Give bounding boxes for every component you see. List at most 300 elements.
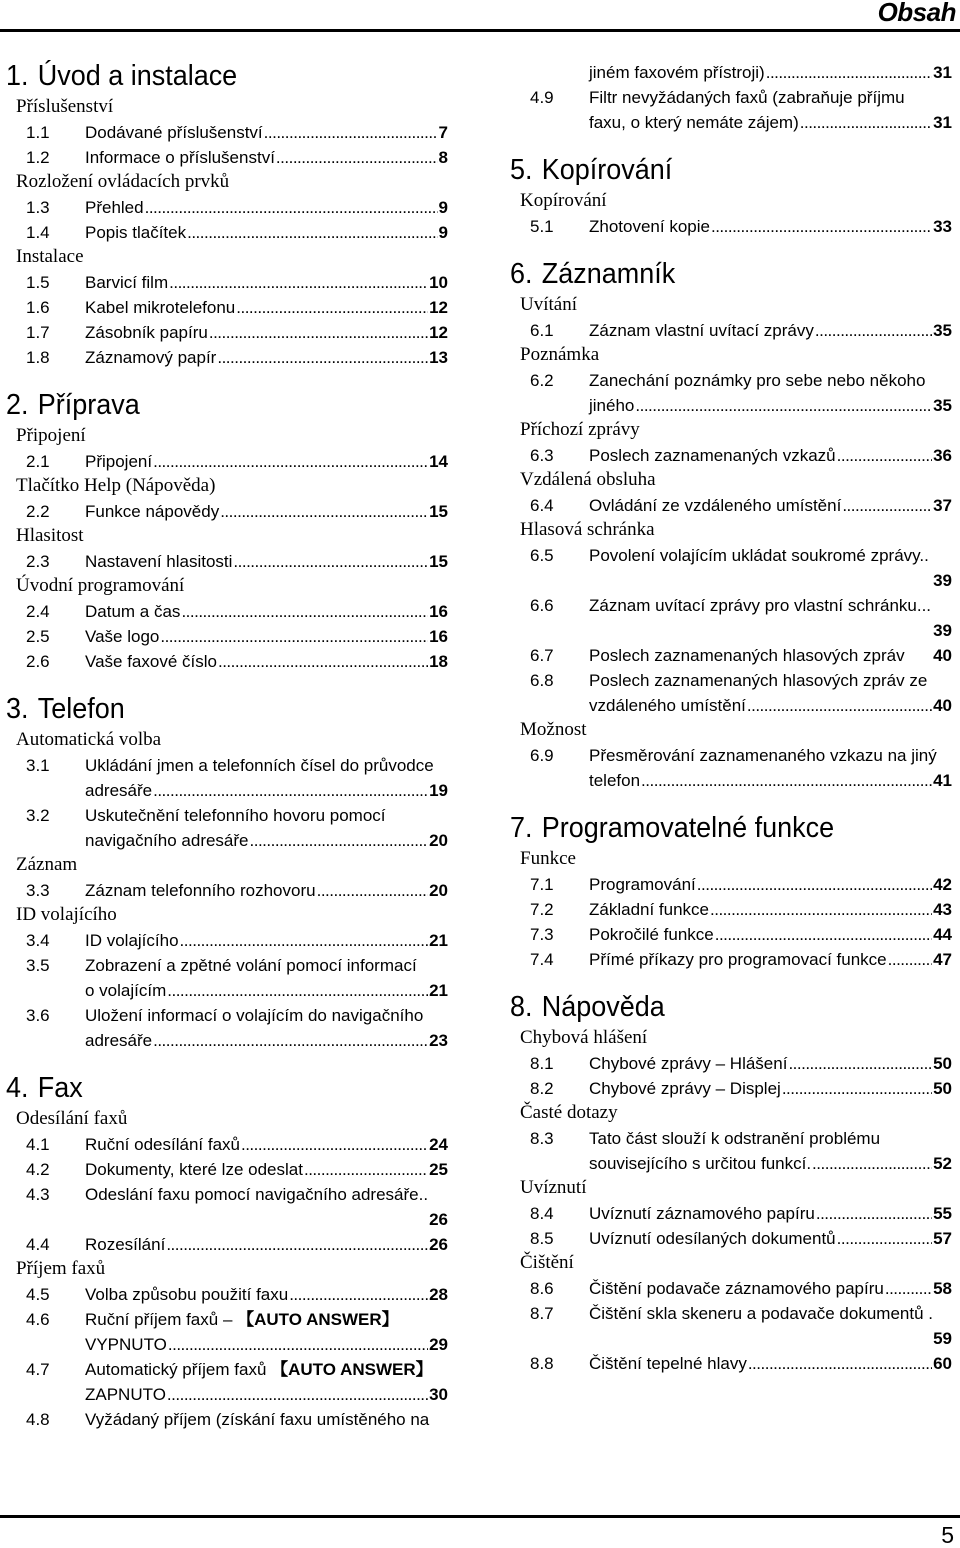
entry-text [589, 393, 952, 418]
toc-entry[interactable] [510, 897, 952, 922]
page-ref: 31 [933, 113, 952, 132]
page-ref: 20 [429, 881, 448, 900]
toc-entry[interactable] [6, 1157, 448, 1182]
leader-dots [812, 1151, 932, 1176]
entry-title: Funkce nápovědy [85, 502, 220, 521]
entry-text [85, 145, 448, 170]
leader-dots [264, 120, 438, 145]
toc-entry[interactable] [510, 543, 952, 568]
page-ref: 10 [429, 273, 448, 292]
leader-dots [304, 1157, 428, 1182]
key-label: 【AUTO ANSWER】 [271, 1360, 433, 1379]
entry-number: 1.8 [26, 348, 50, 367]
leader-dots [766, 60, 932, 85]
entry-title: Přesměrování zaznamenaného vzkazu na jiný [589, 746, 937, 765]
entry-number: 4.7 [26, 1360, 50, 1379]
entry-text [85, 320, 448, 345]
toc-entry[interactable] [510, 1201, 952, 1226]
entry-text [85, 1332, 448, 1357]
page-ref: 18 [429, 652, 448, 671]
toc-entry-continuation[interactable] [6, 1332, 448, 1357]
entry-title: ZAPNUTO [85, 1385, 166, 1404]
section-heading: Vzdálená obsluha [520, 469, 656, 490]
entry-number: 1.7 [26, 323, 50, 342]
entry-text [85, 1003, 448, 1028]
entry-text [589, 85, 952, 110]
toc-entry[interactable] [510, 922, 952, 947]
entry-number: 2.2 [26, 502, 50, 521]
entry-number: 1.2 [26, 148, 50, 167]
entry-title: Nastavení hlasitosti [85, 552, 233, 571]
toc-entry[interactable] [510, 743, 952, 768]
toc-entry-continuation[interactable] [6, 828, 448, 853]
section-heading: Hlasitost [16, 525, 84, 546]
page-ref: 28 [429, 1285, 448, 1304]
section-heading: Příslušenství [16, 96, 114, 117]
entry-title: Ukládání jmen a telefonních čísel do průvodce [85, 756, 434, 775]
leader-dots [209, 320, 428, 345]
entry-text [85, 778, 448, 803]
entry-title: Vyžádaný příjem (získání faxu umístěného na [85, 1410, 430, 1429]
entry-text [85, 549, 448, 574]
toc-entry[interactable] [6, 1307, 448, 1332]
toc-entry[interactable] [6, 1182, 448, 1207]
page-ref: 37 [933, 496, 952, 515]
toc-entry[interactable] [510, 668, 952, 693]
page-ref: 36 [933, 446, 952, 465]
chapter-number: 1. [6, 60, 29, 92]
entry-title: jiného [589, 396, 635, 415]
entry-text [589, 214, 952, 239]
entry-text [589, 543, 952, 568]
toc-entry-continuation[interactable] [510, 618, 952, 643]
chapter-heading [6, 387, 140, 423]
toc-entry[interactable] [510, 593, 952, 618]
leader-dots [160, 624, 428, 649]
page-ref: 26 [429, 1210, 448, 1229]
page-number: 5 [941, 1522, 954, 1548]
toc-entry-continuation[interactable] [510, 1151, 952, 1176]
toc-entry[interactable] [6, 1132, 448, 1157]
page-ref: 44 [933, 925, 952, 944]
section-heading: Uvítání [520, 294, 577, 315]
toc-entry-continuation[interactable] [6, 978, 448, 1003]
entry-text [589, 872, 952, 897]
entry-number: 5.1 [530, 217, 554, 236]
entry-title: jiném faxovém přístroji) [589, 63, 765, 82]
entry-text [85, 1357, 448, 1382]
entry-text [589, 768, 952, 793]
entry-number: 8.8 [530, 1354, 554, 1373]
page-ref: 55 [933, 1204, 952, 1223]
section-heading: Chybová hlášení [520, 1027, 648, 1048]
page-ref: 26 [429, 1235, 448, 1254]
page-ref: 9 [438, 198, 448, 217]
entry-text [85, 1207, 448, 1232]
toc-entry[interactable] [510, 493, 952, 518]
entry-title: Čištění tepelné hlavy [589, 1354, 747, 1373]
entry-title: Automatický příjem faxů 【AUTO ANSWER】 [85, 1360, 433, 1379]
toc-entry[interactable] [6, 449, 448, 474]
toc-entry[interactable] [6, 549, 448, 574]
entry-number: 7.2 [530, 900, 554, 919]
entry-number: 8.5 [530, 1229, 554, 1248]
entry-title: faxu, o který nemáte zájem) [589, 113, 799, 132]
entry-number: 1.1 [26, 123, 50, 142]
toc-entry[interactable] [510, 1301, 952, 1326]
toc-entry[interactable] [6, 1003, 448, 1028]
entry-number: 3.4 [26, 931, 50, 950]
toc-entry[interactable] [6, 624, 448, 649]
entry-text [589, 443, 952, 468]
chapter-heading [6, 1070, 83, 1106]
entry-title: Přehled [85, 198, 144, 217]
page-header [0, 0, 960, 29]
leader-dots [153, 1028, 428, 1053]
entry-number: 6.7 [530, 646, 554, 665]
page-ref: 23 [429, 1031, 448, 1050]
page-ref: 15 [429, 502, 448, 521]
entry-title: Dokumenty, které lze odeslat [85, 1160, 303, 1179]
page-ref: 52 [933, 1154, 952, 1173]
leader-dots [181, 599, 428, 624]
entry-number: 6.8 [530, 671, 554, 690]
chapter-title: Programovatelné funkce [541, 812, 835, 844]
entry-title: Ruční příjem faxů – 【AUTO ANSWER】 [85, 1310, 399, 1329]
leader-dots [788, 1051, 932, 1076]
entry-text [589, 922, 952, 947]
section-heading: Automatická volba [16, 729, 162, 750]
entry-title: Chybové zprávy – Displej [589, 1079, 781, 1098]
entry-title: Informace o příslušenství [85, 148, 275, 167]
entry-text [85, 1157, 448, 1182]
entry-title: o volajícím [85, 981, 167, 1000]
section-heading: ID volajícího [16, 904, 117, 925]
entry-title: VYPNUTO [85, 1335, 167, 1354]
leader-dots [317, 878, 428, 903]
page-ref: 41 [933, 771, 952, 790]
entry-title: Uskutečnění telefonního hovoru pomocí [85, 806, 386, 825]
section-heading: Tlačítko Help (Nápověda) [16, 475, 216, 496]
toc-entry[interactable] [510, 947, 952, 972]
toc-entry[interactable] [510, 443, 952, 468]
leader-dots [236, 295, 428, 320]
entry-title: Záznam telefonního rozhovoru [85, 881, 316, 900]
page-ref: 8 [438, 148, 448, 167]
toc-entry-continuation[interactable] [6, 1382, 448, 1407]
toc-entry[interactable] [6, 270, 448, 295]
entry-text [589, 1226, 952, 1251]
toc-entry-continuation[interactable] [510, 393, 952, 418]
entry-title: Zásobník papíru [85, 323, 208, 342]
toc-entry-continuation[interactable] [6, 1207, 448, 1232]
leader-dots [748, 1351, 932, 1376]
entry-number: 2.5 [26, 627, 50, 646]
entry-text [589, 1076, 952, 1101]
entry-text [589, 618, 952, 643]
entry-number: 7.3 [530, 925, 554, 944]
entry-number: 3.5 [26, 956, 50, 975]
entry-text [589, 593, 952, 618]
entry-title: Odeslání faxu pomocí navigačního adresáře.. [85, 1185, 429, 1204]
page-ref: 16 [429, 627, 448, 646]
entry-number: 8.4 [530, 1204, 554, 1223]
entry-text [85, 270, 448, 295]
leader-dots [715, 922, 932, 947]
entry-number: 4.8 [26, 1410, 50, 1429]
entry-number: 7.4 [530, 950, 554, 969]
entry-title: Poslech zaznamenaných vzkazů [589, 446, 836, 465]
entry-text [85, 1182, 448, 1207]
entry-title: Přímé příkazy pro programovací funkce [589, 950, 887, 969]
entry-text [85, 928, 448, 953]
entry-number: 4.1 [26, 1135, 50, 1154]
toc-entry-continuation[interactable] [510, 1326, 952, 1351]
entry-number: 4.2 [26, 1160, 50, 1179]
section-heading: Odesílání faxů [16, 1108, 128, 1129]
toc-entry[interactable] [6, 753, 448, 778]
toc-entry[interactable] [6, 499, 448, 524]
entry-text [85, 120, 448, 145]
chapter-title: Záznamník [541, 258, 676, 290]
toc-entry[interactable] [510, 1051, 952, 1076]
entry-text [589, 743, 952, 768]
entry-title: Ruční odesílání faxů [85, 1135, 240, 1154]
toc-entry[interactable] [510, 318, 952, 343]
entry-title: Povolení volajícím ukládat soukromé zprávy.. [589, 546, 929, 565]
entry-text [85, 220, 448, 245]
page-ref: 30 [429, 1385, 448, 1404]
leader-dots [747, 693, 932, 718]
entry-text [589, 693, 952, 718]
entry-text [85, 499, 448, 524]
toc-entry[interactable] [510, 1126, 952, 1151]
entry-number: 2.3 [26, 552, 50, 571]
section-heading: Kopírování [520, 190, 607, 211]
section-heading: Hlasová schránka [520, 519, 655, 540]
entry-number: 1.4 [26, 223, 50, 242]
entry-text [589, 60, 952, 85]
toc-entry[interactable] [6, 649, 448, 674]
page-ref: 57 [933, 1229, 952, 1248]
toc-entry[interactable] [6, 1407, 448, 1432]
entry-number: 3.3 [26, 881, 50, 900]
entry-number: 3.2 [26, 806, 50, 825]
toc-entry[interactable] [6, 878, 448, 903]
leader-dots [816, 1201, 932, 1226]
page-ref: 24 [429, 1135, 448, 1154]
entry-title: Vaše faxové číslo [85, 652, 217, 671]
entry-text [85, 1282, 448, 1307]
page-ref: 47 [933, 950, 952, 969]
toc-entry-continuation[interactable] [510, 568, 952, 593]
chapter-number: 2. [6, 389, 29, 421]
entry-text [589, 1301, 952, 1326]
toc-entry[interactable] [510, 1351, 952, 1376]
leader-dots [153, 449, 428, 474]
entry-text [589, 643, 952, 668]
entry-title: Připojení [85, 452, 153, 471]
toc-entry-continuation[interactable] [6, 778, 448, 803]
entry-number: 8.1 [530, 1054, 554, 1073]
section-heading: Záznam [16, 854, 78, 875]
toc-entry[interactable] [6, 120, 448, 145]
header-rule [0, 29, 960, 32]
leader-dots [217, 345, 428, 370]
page-ref: 60 [933, 1354, 952, 1373]
toc-entry[interactable] [510, 214, 952, 239]
entry-title: telefon [589, 771, 641, 790]
entry-text [589, 1051, 952, 1076]
leader-dots [885, 1276, 932, 1301]
toc-entry[interactable] [510, 368, 952, 393]
leader-dots [782, 1076, 932, 1101]
entry-title: adresáře [85, 781, 153, 800]
entry-title: Uvíznutí záznamového papíru [589, 1204, 815, 1223]
toc-entry[interactable] [6, 953, 448, 978]
chapter-heading [510, 989, 665, 1025]
toc-entry[interactable] [510, 1276, 952, 1301]
entry-number: 1.5 [26, 273, 50, 292]
entry-text [85, 1132, 448, 1157]
page-ref: 9 [438, 223, 448, 242]
entry-number: 2.4 [26, 602, 50, 621]
entry-text [589, 1326, 952, 1351]
section-heading: Úvodní programování [16, 575, 185, 596]
section-heading: Možnost [520, 719, 587, 740]
leader-dots [276, 145, 438, 170]
toc-entry[interactable] [510, 872, 952, 897]
entry-title: Čištění podavače záznamového papíru [589, 1279, 884, 1298]
entry-text [85, 449, 448, 474]
toc-entry[interactable] [6, 320, 448, 345]
chapter-title: Úvod a instalace [37, 60, 238, 92]
entry-title: Vaše logo [85, 627, 160, 646]
leader-dots [815, 318, 932, 343]
entry-title: Dodávané příslušenství [85, 123, 263, 142]
page-ref: 40 [933, 646, 952, 665]
toc-entry[interactable] [6, 599, 448, 624]
entry-number: 8.2 [530, 1079, 554, 1098]
entry-title: Popis tlačítek [85, 223, 187, 242]
page-ref: 29 [429, 1335, 448, 1354]
entry-text [589, 368, 952, 393]
leader-dots [167, 978, 428, 1003]
entry-title: Filtr nevyžádaných faxů (zabraňuje příjmu [589, 88, 905, 107]
entry-text [85, 953, 448, 978]
leader-dots [187, 220, 437, 245]
entry-number: 6.1 [530, 321, 554, 340]
page-ref: 42 [933, 875, 952, 894]
toc-entry[interactable] [6, 220, 448, 245]
entry-number: 8.7 [530, 1304, 554, 1323]
key-label: 【AUTO ANSWER】 [237, 1310, 399, 1329]
header-title: Obsah [877, 0, 956, 27]
toc-entry[interactable] [6, 928, 448, 953]
page-ref: 14 [429, 452, 448, 471]
entry-title: Ovládání ze vzdáleného umístění [589, 496, 842, 515]
page-ref: 58 [933, 1279, 952, 1298]
page-ref: 39 [933, 621, 952, 640]
entry-text [85, 295, 448, 320]
page-ref: 21 [429, 931, 448, 950]
section-heading: Funkce [520, 848, 576, 869]
entry-text [589, 110, 952, 135]
toc-entry-continuation[interactable] [510, 693, 952, 718]
entry-number: 1.3 [26, 198, 50, 217]
leader-dots [168, 1332, 428, 1357]
toc-entry[interactable] [510, 1226, 952, 1251]
entry-text [589, 1151, 952, 1176]
page-ref: 35 [933, 321, 952, 340]
page-ref: 7 [438, 123, 448, 142]
leader-dots [153, 778, 428, 803]
toc-entry[interactable] [6, 295, 448, 320]
entry-text [85, 878, 448, 903]
entry-title: Uložení informací o volajícím do navigačního [85, 1006, 424, 1025]
chapter-number: 4. [6, 1072, 29, 1104]
page-ref: 31 [933, 63, 952, 82]
entry-text [85, 1232, 448, 1257]
entry-title: Kabel mikrotelefonu [85, 298, 236, 317]
page-ref: 59 [933, 1329, 952, 1348]
page-ref: 40 [933, 696, 952, 715]
entry-text [85, 1307, 448, 1332]
entry-number: 4.4 [26, 1235, 50, 1254]
toc-entry[interactable] [510, 85, 952, 110]
entry-title: adresáře [85, 1031, 153, 1050]
toc-entry-continuation[interactable] [510, 110, 952, 135]
page-ref: 43 [933, 900, 952, 919]
entry-title: Záznam uvítací zprávy pro vlastní schránku... [589, 596, 932, 615]
entry-text [589, 1201, 952, 1226]
entry-text [85, 753, 448, 778]
page-ref: 21 [429, 981, 448, 1000]
toc-entry[interactable] [6, 1232, 448, 1257]
toc-entry[interactable] [510, 1076, 952, 1101]
entry-text [589, 493, 952, 518]
entry-title: navigačního adresáře [85, 831, 249, 850]
toc-entry-continuation[interactable] [510, 60, 952, 85]
entry-text [85, 624, 448, 649]
chapter-heading [6, 58, 237, 94]
page-ref: 12 [429, 298, 448, 317]
toc-entry[interactable] [6, 145, 448, 170]
toc-entry[interactable] [6, 1357, 448, 1382]
leader-dots [842, 493, 932, 518]
leader-dots [220, 499, 428, 524]
toc-entry[interactable] [6, 803, 448, 828]
chapter-heading [510, 810, 834, 846]
chapter-heading [510, 152, 672, 188]
entry-number: 8.6 [530, 1279, 554, 1298]
toc-entry[interactable] [510, 643, 952, 668]
toc-entry[interactable] [6, 345, 448, 370]
entry-number: 4.6 [26, 1310, 50, 1329]
toc-entry[interactable] [6, 1282, 448, 1307]
entry-number: 6.9 [530, 746, 554, 765]
section-heading: Rozložení ovládacích prvků [16, 171, 230, 192]
toc-entry-continuation[interactable] [6, 1028, 448, 1053]
toc-entry[interactable] [6, 195, 448, 220]
entry-text [589, 1126, 952, 1151]
entry-text [85, 1028, 448, 1053]
toc-entry-continuation[interactable] [510, 768, 952, 793]
page-ref: 39 [933, 571, 952, 590]
entry-text [85, 1407, 448, 1432]
chapter-number: 7. [510, 812, 533, 844]
entry-title: Programování [589, 875, 696, 894]
